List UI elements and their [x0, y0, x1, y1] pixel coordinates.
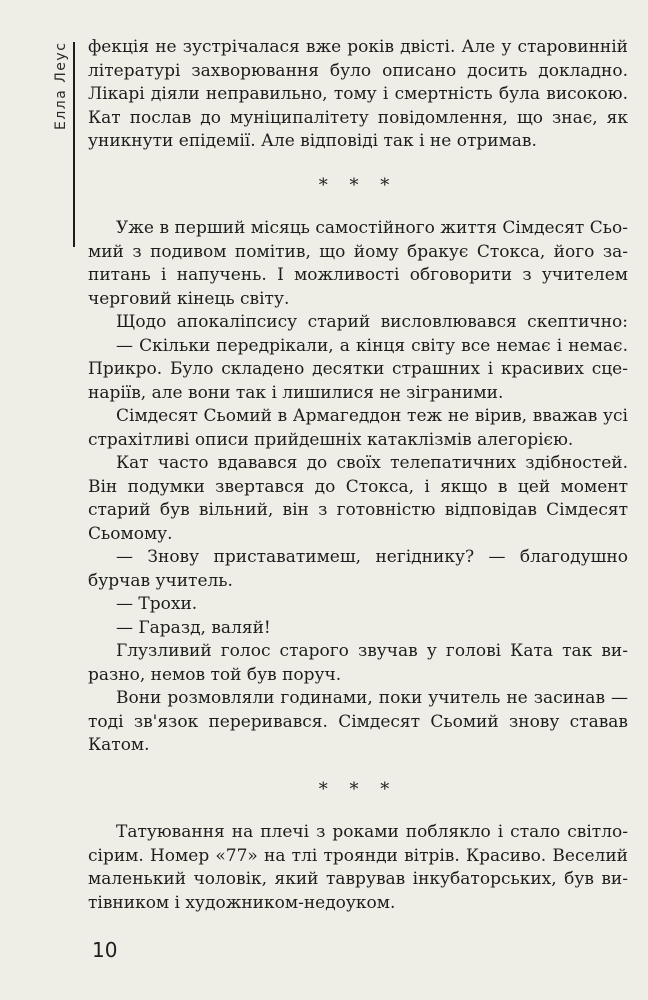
running-head: Елла Леус [53, 42, 69, 131]
text-line: Кат часто вдавався до своїх телепатичних здібностей. [116, 453, 628, 473]
text-line: питань і напучень. І можливості обговорити з учителем [88, 265, 628, 285]
spacer [88, 197, 628, 217]
section-separator-2: * * * [318, 778, 398, 800]
spacer [88, 758, 628, 778]
paragraph-block-1 [88, 36, 628, 154]
text-line: Катом. [88, 735, 150, 755]
body-text [88, 36, 628, 915]
page-number: 10 [92, 938, 118, 962]
spacer [88, 154, 628, 174]
text-line: Лікарі діяли неправильно, тому і смертність була високою. [88, 84, 628, 104]
text-line: Прикро. Було складено десятки страшних і красивих сце- [88, 359, 628, 379]
paragraph-block-3 [88, 821, 628, 915]
text-line: Сімдесят Сьомий в Армагеддон теж не вірив, вважав усі [116, 406, 628, 426]
text-line: старий був вільний, він з готовністю відповідав Сімдесят [88, 500, 628, 520]
text-line: мий з подивом помітив, що йому бракує Стокса, його за- [88, 241, 628, 262]
text-line: Він подумки звертався до Стокса, і якщо в цей момент [88, 476, 628, 497]
text-line: бурчав учитель. [88, 570, 233, 591]
spacer [88, 801, 628, 821]
text-line: — Знову приставатимеш, негіднику? — благодушно [116, 547, 628, 567]
text-line: Уже в перший місяць самостійного життя Сімдесят Сьо- [116, 218, 628, 238]
text-line: разно, немов той був поруч. [88, 664, 342, 685]
text-line: Кат послав до муніципалітету повідомлення, що знає, як [88, 107, 628, 128]
text-line: фекція не зустрічалася вже років двісті. Але у старовинній [88, 37, 628, 57]
text-line: Сьомому. [88, 523, 173, 544]
text-line: — Скільки передрікали, а кінця світу все немає і немає. [116, 335, 628, 356]
text-line: — Гаразд, валяй! [116, 617, 271, 638]
running-head-rule [73, 42, 75, 247]
section-separator-1: * * * [318, 174, 398, 196]
text-line: літературі захворювання було описано досить докладно. [88, 60, 628, 81]
text-line: наріїв, але вони так і лишилися не зіграними. [88, 382, 504, 403]
text-line: — Трохи. [116, 594, 198, 614]
text-line: уникнути епідемії. Але відповіді так і не отримав. [88, 131, 537, 151]
text-line: маленький чоловік, який таврував інкубаторських, був ви- [88, 869, 628, 889]
text-line: тівником і художником-недоуком. [88, 892, 396, 913]
text-line: черговий кінець світу. [88, 288, 290, 309]
text-line: Глузливий голос старого звучав у голові Ката так ви- [116, 641, 628, 661]
paragraph-block-2 [88, 217, 628, 758]
text-line: Щодо апокаліпсису старий висловлювався скептично: [116, 312, 628, 332]
text-line: тоді зв'язок переривався. Сімдесят Сьомий знову ставав [88, 711, 628, 732]
text-line: Татуювання на плечі з роками поблякло і стало світло- [116, 822, 628, 842]
text-line: страхітливі описи прийдешніх катаклізмів алегорією. [88, 429, 574, 450]
text-line: Вони розмовляли годинами, поки учитель не засинав — [116, 688, 628, 708]
text-line: сірим. Номер «77» на тлі троянди вітрів. Красиво. Веселий [88, 845, 628, 866]
